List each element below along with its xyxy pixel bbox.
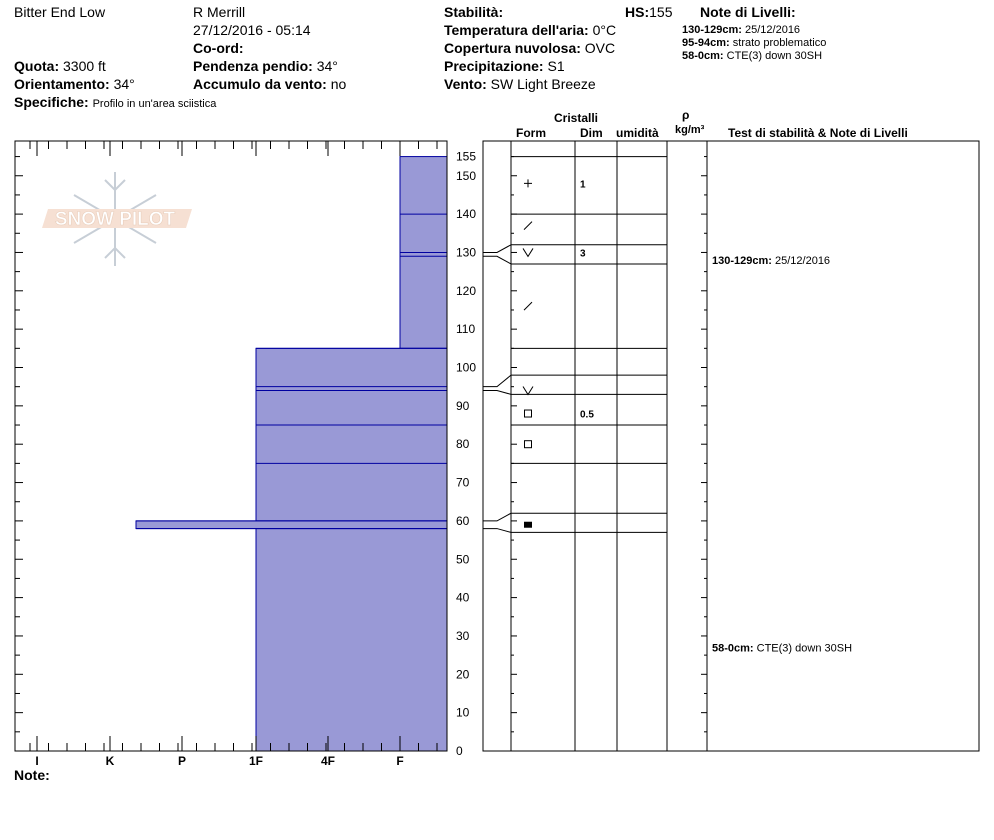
precip-label: Precipitazione: [444, 58, 544, 74]
elevation-value: 3300 ft [63, 58, 106, 74]
wind-loading-label: Accumulo da vento: [193, 76, 327, 92]
stability-note-range: 58-0cm: [712, 642, 757, 655]
aspect-label: Orientamento: [14, 76, 110, 92]
air-temp-label: Temperatura dell'aria: [444, 22, 589, 38]
hs-label: HS: [625, 4, 650, 20]
grain-vee-icon [523, 248, 533, 256]
height-tick-label: 155 [456, 149, 477, 164]
height-tick-label: 90 [456, 398, 470, 413]
grain-size-label: 3 [580, 248, 586, 260]
density-unit-header: kg/m³ [675, 124, 705, 136]
stability-note-text: CTE(3) down 30SH [756, 642, 853, 655]
stability-note-text: 25/12/2016 [775, 255, 831, 268]
height-tick-label: 10 [456, 705, 470, 720]
layer-connector [483, 529, 511, 533]
height-tick-label: 30 [456, 628, 470, 643]
snowpilot-logo [42, 172, 192, 266]
wind-loading-value: no [330, 76, 347, 92]
elevation-label: Quota: [14, 58, 60, 74]
observation-datetime: 27/12/2016 - 05:14 [193, 22, 311, 38]
hardness-tick-label: I [35, 754, 39, 768]
stability-label: Stabilità: [444, 4, 504, 20]
slope-value: 34° [316, 58, 338, 74]
hardness-tick-label: 1F [248, 754, 264, 768]
crystal-table-frame [483, 141, 979, 751]
layer-note-range: 58-0cm: [682, 50, 724, 62]
layer-connector [483, 375, 511, 387]
specifics-value: Profilo in un'area sciistica [92, 98, 217, 110]
layer-note-range: 130-129cm: [682, 24, 742, 36]
height-tick-label: 80 [456, 437, 470, 452]
layer-note-text: strato problematico [732, 37, 827, 49]
hardness-bar [256, 348, 447, 521]
location-name: Bitter End Low [14, 4, 106, 20]
height-tick-label: 100 [456, 360, 477, 375]
hs-value: 155 [649, 4, 673, 20]
rho-header: ρ [682, 108, 690, 122]
grain-square-icon [525, 410, 532, 417]
grain-slash-icon [524, 222, 532, 230]
stability-note [712, 255, 830, 267]
grain-plus-icon [524, 179, 532, 187]
wind-label: Vento: [444, 76, 487, 92]
layer-connector [483, 256, 511, 264]
grain-filled-square-icon [524, 522, 532, 528]
height-tick-label: 150 [456, 168, 477, 183]
height-tick-label: 130 [456, 245, 477, 260]
height-tick-label: 110 [456, 322, 476, 337]
layer-connector [483, 391, 511, 395]
logo-text: SNOW PILOT [54, 209, 176, 230]
form-header: Form [516, 126, 546, 140]
height-tick-label: 20 [456, 667, 470, 682]
layer-notes-title: Note di Livelli: [700, 4, 796, 20]
layer-note-text: CTE(3) down 30SH [726, 50, 823, 62]
height-tick-label: 120 [456, 283, 477, 298]
layer-connector [483, 513, 511, 521]
hardness-tick-label: K [105, 754, 115, 768]
stability-note [712, 642, 852, 654]
stability-note-range: 130-129cm: [712, 255, 775, 268]
height-tick-label: 40 [456, 590, 470, 605]
moisture-header: umidità [616, 126, 659, 140]
grain-vee-icon [523, 387, 533, 395]
slope-label: Pendenza pendio: [193, 58, 313, 74]
hardness-bar [136, 521, 447, 529]
notes-label: Note: [14, 767, 50, 783]
grain-size-label: 1 [580, 179, 586, 191]
size-header: Dim [580, 126, 603, 140]
crystals-header: Cristalli [554, 111, 599, 125]
height-tick-label: 50 [456, 552, 470, 567]
cloud-label: Copertura nuvolosa: [444, 40, 581, 56]
hardness-bar [256, 529, 447, 751]
stability-notes-header: Test di stabilità & Note di Livelli [728, 126, 908, 140]
layer-note-range: 95-94cm: [682, 37, 730, 49]
aspect-value: 34° [113, 76, 135, 92]
observer-name: R Merrill [193, 4, 246, 20]
hardness-tick-label: F [396, 754, 404, 768]
hardness-tick-label: 4F [320, 754, 336, 768]
wind-value: SW Light Breeze [490, 76, 596, 92]
air-temp-value: 0°C [592, 22, 617, 38]
height-tick-label: 70 [456, 475, 470, 490]
grain-size-label: 0.5 [580, 409, 594, 421]
grain-slash-icon [524, 302, 532, 310]
layer-note-text: 25/12/2016 [745, 24, 801, 36]
precip-value: S1 [547, 58, 565, 74]
grain-square-icon [525, 441, 532, 448]
cloud-value: OVC [584, 40, 616, 56]
specifics-label: Specifiche: [14, 94, 89, 110]
height-tick-label: 0 [456, 744, 463, 758]
coord-label: Co-ord: [193, 40, 244, 56]
height-tick-label: 140 [456, 207, 477, 222]
height-tick-label: 60 [456, 513, 470, 528]
hardness-tick-label: P [177, 754, 187, 768]
layer-connector [483, 245, 511, 253]
